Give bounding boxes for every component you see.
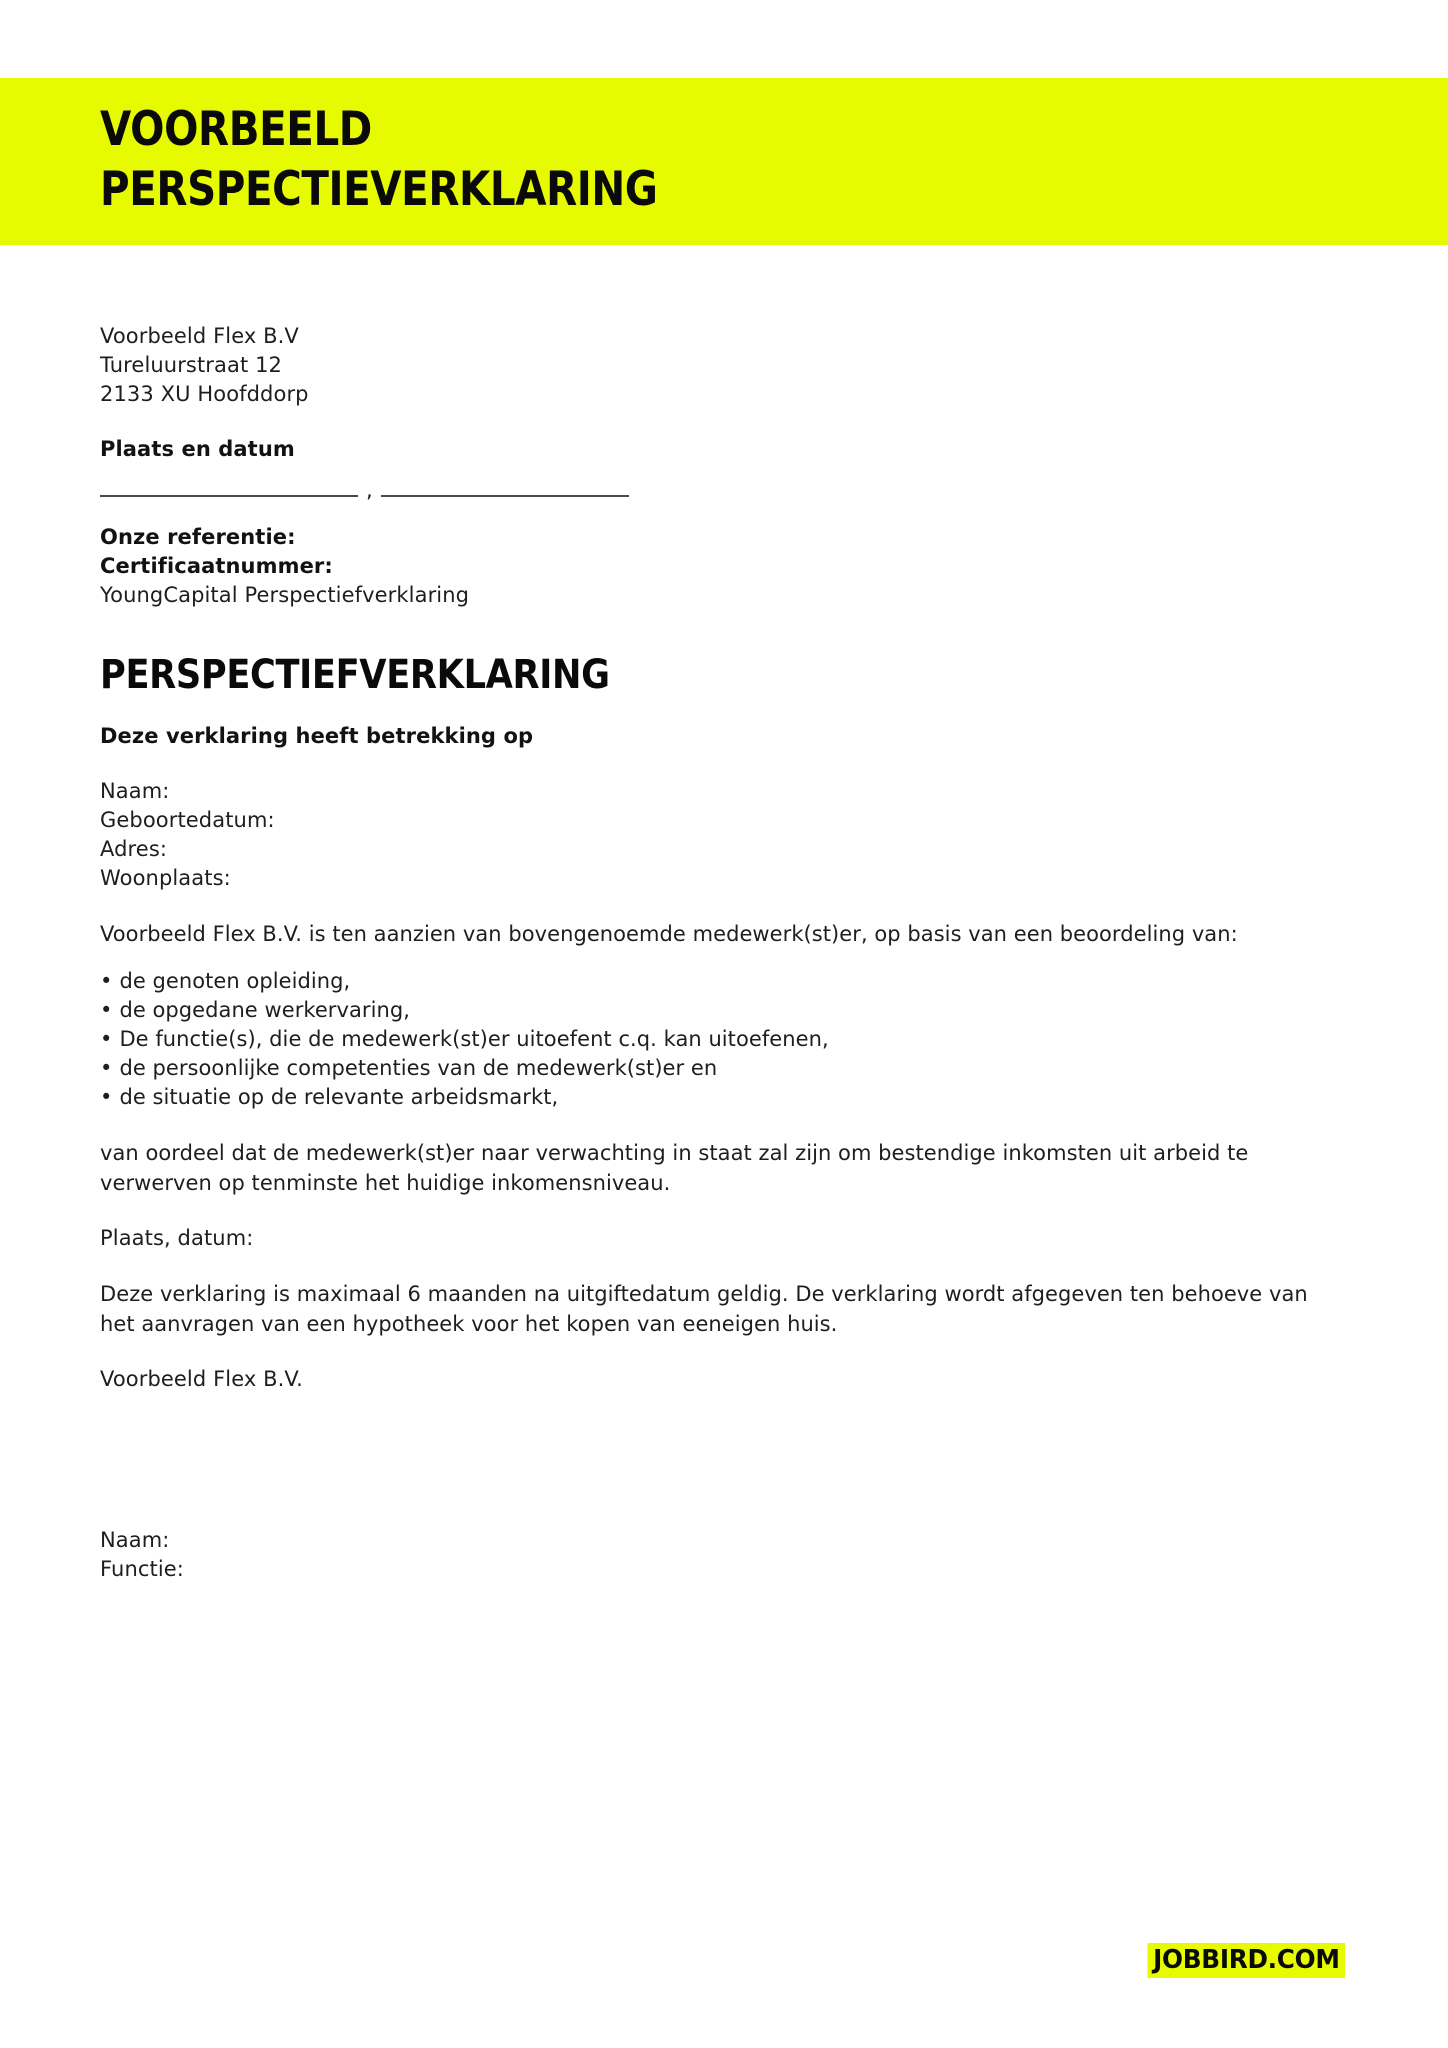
our-reference-label: Onze referentie:	[100, 525, 296, 549]
bullet-dot-icon: •	[100, 1027, 113, 1051]
bullet-dot-icon: •	[100, 998, 113, 1022]
bullet-dot-icon: •	[100, 1085, 113, 1109]
spacer-before-person-fields	[100, 751, 1348, 777]
list-item	[100, 967, 1348, 996]
list-item-label: de situatie op de relevante arbeidsmarkt,	[119, 1085, 559, 1109]
spacer-before-bullets	[100, 949, 1348, 967]
place-and-date-label: Plaats en datum	[100, 437, 295, 461]
closing-place-date-label: Plaats, datum:	[100, 1226, 254, 1250]
list-item	[100, 1054, 1348, 1083]
list-item	[100, 1025, 1348, 1054]
list-item	[100, 1083, 1348, 1112]
spacer-after-banner	[100, 245, 1348, 322]
header-banner	[0, 78, 1448, 245]
section-heading: PERSPECTIEFVERKLARING	[100, 652, 610, 698]
person-fields-block	[100, 777, 1348, 893]
header-title-line-1: VOORBEELD	[100, 102, 372, 157]
signature-fields-block	[100, 1526, 1348, 1584]
closing-company: Voorbeeld Flex B.V.	[100, 1367, 303, 1391]
person-name-label: Naam:	[100, 779, 170, 803]
signature-function-label: Functie:	[100, 1557, 184, 1581]
place-and-date-block	[100, 435, 1348, 502]
list-item-label: de genoten opleiding,	[119, 969, 351, 993]
list-item-label: De functie(s), die de medewerk(st)er uitoefent c.q. kan uitoefenen,	[119, 1027, 829, 1051]
spacer-before-section-heading	[100, 610, 1348, 654]
list-item	[100, 996, 1348, 1025]
spacer-before-intro	[100, 893, 1348, 919]
person-residence-label: Woonplaats:	[100, 866, 231, 890]
letter-body	[0, 245, 1448, 1584]
list-item-label: de persoonlijke competenties van de medewerk(st)er en	[119, 1056, 718, 1080]
signature-name-label: Naam:	[100, 1528, 170, 1552]
assessment-bullet-list	[100, 967, 1348, 1112]
assessment-intro: Voorbeeld Flex B.V. is ten aanzien van bovengenoemde medewerk(st)er, op basis van een beoordeling van:	[100, 922, 1238, 946]
sender-address-block	[100, 322, 1348, 409]
section-subheading: Deze verklaring heeft betrekking op	[100, 724, 534, 748]
sender-company: Voorbeeld Flex B.V	[100, 324, 299, 348]
top-white-strip	[0, 0, 1448, 78]
certificate-value: YoungCapital Perspectiefverklaring	[100, 583, 470, 607]
sender-street: Tureluurstraat 12	[100, 353, 283, 377]
certificate-number-label: Certificaatnummer:	[100, 554, 333, 578]
place-date-separator: ,	[366, 478, 373, 502]
date-input-rule[interactable]	[381, 494, 629, 497]
spacer-before-conclusion	[100, 1112, 1348, 1138]
validity-text: Deze verklaring is maximaal 6 maanden na uitgiftedatum geldig. De verklaring wordt afgegeven ten behoeve van het aanvragen van een hypotheek voor het kopen van eeneigen huis.	[100, 1282, 1308, 1336]
person-birthdate-label: Geboortedatum:	[100, 808, 275, 832]
reference-block	[100, 523, 1348, 610]
header-title-line-2: PERSPECTIEVERKLARING	[100, 162, 658, 218]
spacer-before-closing-company	[100, 1339, 1348, 1365]
signature-space	[100, 1394, 1348, 1526]
list-item-label: de opgedane werkervaring,	[119, 998, 410, 1022]
spacer-before-validity	[100, 1253, 1348, 1279]
place-and-date-fields	[100, 475, 1348, 502]
place-input-rule[interactable]	[100, 494, 358, 497]
spacer-before-reference	[100, 497, 1348, 523]
assessment-conclusion: van oordeel dat de medewerk(st)er naar verwachting in staat zal zijn om bestendige inkomsten uit arbeid te verwerven op tenminste het huidige inkomensniveau.	[100, 1141, 1249, 1195]
spacer-after-section-heading	[100, 696, 1348, 722]
footer	[0, 1943, 1448, 1978]
bullet-dot-icon: •	[100, 969, 113, 993]
sender-city: 2133 XU Hoofddorp	[100, 382, 309, 406]
spacer-before-closing-place-date	[100, 1198, 1348, 1224]
person-address-label: Adres:	[100, 837, 168, 861]
jobbird-logo[interactable]: JOBBIRD.COM	[1147, 1943, 1345, 1978]
spacer-before-place-date	[100, 409, 1348, 435]
bullet-dot-icon: •	[100, 1056, 113, 1080]
